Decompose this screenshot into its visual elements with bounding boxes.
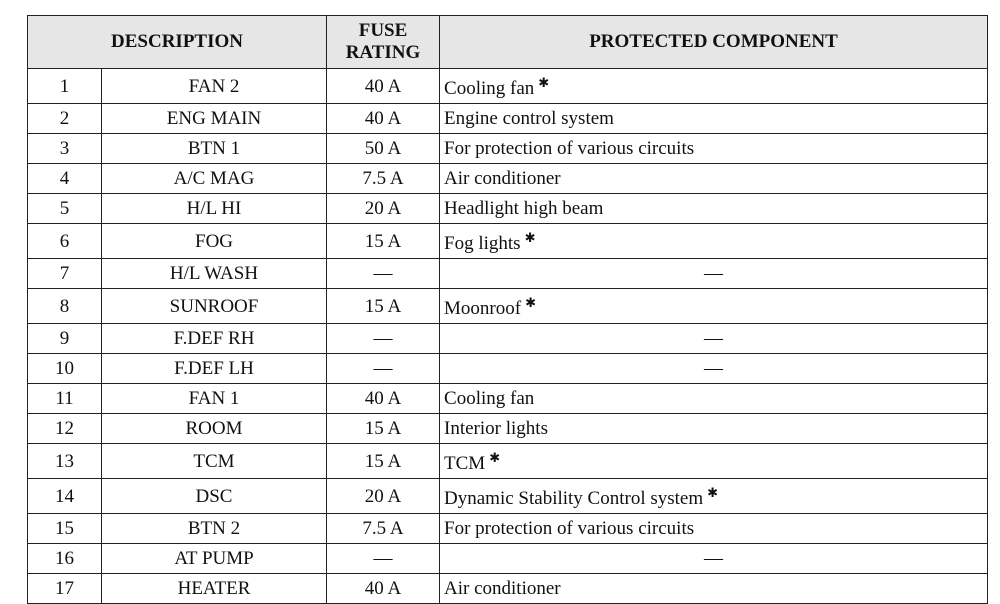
fuse-rating: 50 A — [327, 134, 440, 164]
fuse-name: FAN 1 — [102, 384, 327, 414]
fuse-number: 7 — [28, 259, 102, 289]
fuse-name: BTN 1 — [102, 134, 327, 164]
footnote-asterisk-icon: ✱ — [525, 296, 536, 311]
protected-component-text: Cooling fan — [444, 388, 535, 409]
header-row — [28, 16, 988, 69]
protected-component — [440, 259, 988, 289]
table-row — [28, 574, 988, 604]
fuse-name: TCM — [102, 444, 327, 479]
header-fuse-rating-line1: FUSE — [358, 20, 408, 41]
protected-component — [440, 69, 988, 104]
protected-component — [440, 324, 988, 354]
protected-component-text: Moonroof — [444, 298, 522, 319]
footnote-asterisk-icon: ✱ — [489, 451, 501, 466]
fuse-number: 1 — [28, 69, 102, 104]
fuse-name: HEATER — [102, 574, 327, 604]
footnote-asterisk-icon: ✱ — [707, 486, 719, 501]
protected-component — [440, 479, 988, 514]
protected-component-text: Interior lights — [444, 418, 548, 439]
fuse-rating: — — [327, 354, 440, 384]
table-row — [28, 514, 988, 544]
protected-component — [440, 134, 988, 164]
protected-component — [440, 354, 988, 384]
protected-component — [440, 544, 988, 574]
fuse-number: 5 — [28, 194, 102, 224]
table-row — [28, 384, 988, 414]
fuse-rating: 40 A — [327, 104, 440, 134]
fuse-number: 4 — [28, 164, 102, 194]
table-row — [28, 324, 988, 354]
fuse-name: FAN 2 — [102, 69, 327, 104]
header-fuse-rating — [327, 16, 440, 69]
table-row — [28, 164, 988, 194]
fuse-rating: 40 A — [327, 384, 440, 414]
footnote-asterisk-icon: ✱ — [538, 76, 550, 91]
fuse-rating: 15 A — [327, 224, 440, 259]
fuse-name: AT PUMP — [102, 544, 327, 574]
fuse-name: H/L HI — [102, 194, 327, 224]
fuse-rating: — — [327, 324, 440, 354]
fuse-number: 10 — [28, 354, 102, 384]
fuse-number: 15 — [28, 514, 102, 544]
table-row — [28, 224, 988, 259]
table-row — [28, 259, 988, 289]
protected-component — [440, 574, 988, 604]
protected-component-text: — — [704, 263, 724, 284]
fuse-rating: 20 A — [327, 479, 440, 514]
fuse-number: 6 — [28, 224, 102, 259]
protected-component — [440, 514, 988, 544]
fuse-rating: 7.5 A — [327, 514, 440, 544]
protected-component — [440, 224, 988, 259]
fuse-rating: 40 A — [327, 69, 440, 104]
fuse-name: H/L WASH — [102, 259, 327, 289]
fuse-name: SUNROOF — [102, 289, 327, 324]
table-row — [28, 69, 988, 104]
fuse-rating: — — [327, 544, 440, 574]
protected-component — [440, 289, 988, 324]
table-header — [28, 16, 988, 69]
fuse-name: FOG — [102, 224, 327, 259]
protected-component-text: Air conditioner — [444, 168, 561, 189]
protected-component-text: — — [704, 358, 724, 379]
protected-component — [440, 384, 988, 414]
protected-component — [440, 194, 988, 224]
protected-component-text: Engine control system — [444, 108, 614, 129]
table-row — [28, 479, 988, 514]
fuse-name: BTN 2 — [102, 514, 327, 544]
fuse-rating: 15 A — [327, 289, 440, 324]
fuse-name: DSC — [102, 479, 327, 514]
table-row — [28, 544, 988, 574]
protected-component-text: For protection of various circuits — [444, 138, 695, 159]
fuse-number: 13 — [28, 444, 102, 479]
protected-component-text: Dynamic Stability Control system — [444, 488, 704, 509]
header-fuse-rating-line2: RATING — [345, 42, 421, 63]
protected-component-text: TCM — [444, 453, 486, 474]
fuse-number: 16 — [28, 544, 102, 574]
protected-component — [440, 104, 988, 134]
table-row — [28, 354, 988, 384]
protected-component-text: Cooling fan — [444, 78, 535, 99]
fuse-name: F.DEF RH — [102, 324, 327, 354]
table-row — [28, 194, 988, 224]
fuse-name: ROOM — [102, 414, 327, 444]
header-protected-component: PROTECTED COMPONENT — [440, 16, 988, 69]
fuse-number: 9 — [28, 324, 102, 354]
footnote-asterisk-icon: ✱ — [524, 231, 536, 246]
fuse-number: 17 — [28, 574, 102, 604]
protected-component — [440, 414, 988, 444]
protected-component-text: Fog lights — [444, 233, 521, 254]
protected-component-text: Air conditioner — [444, 578, 561, 599]
table-row — [28, 104, 988, 134]
header-description: DESCRIPTION — [28, 16, 327, 69]
fuse-name: F.DEF LH — [102, 354, 327, 384]
protected-component-text: — — [704, 328, 724, 349]
fuse-rating: — — [327, 259, 440, 289]
table-body — [28, 69, 988, 604]
fuse-rating: 15 A — [327, 444, 440, 479]
fuse-rating: 15 A — [327, 414, 440, 444]
fuse-number: 2 — [28, 104, 102, 134]
protected-component-text: Headlight high beam — [444, 198, 604, 219]
protected-component — [440, 444, 988, 479]
protected-component — [440, 164, 988, 194]
fuse-name: ENG MAIN — [102, 104, 327, 134]
fuse-number: 3 — [28, 134, 102, 164]
table-row — [28, 414, 988, 444]
fuse-number: 14 — [28, 479, 102, 514]
fuse-rating: 40 A — [327, 574, 440, 604]
fuse-number: 8 — [28, 289, 102, 324]
fuse-table — [27, 15, 988, 604]
table-row — [28, 134, 988, 164]
fuse-rating: 7.5 A — [327, 164, 440, 194]
fuse-number: 12 — [28, 414, 102, 444]
fuse-name: A/C MAG — [102, 164, 327, 194]
table-row — [28, 444, 988, 479]
protected-component-text: — — [704, 548, 724, 569]
table-row — [28, 289, 988, 324]
fuse-number: 11 — [28, 384, 102, 414]
fuse-rating: 20 A — [327, 194, 440, 224]
protected-component-text: For protection of various circuits — [444, 518, 695, 539]
